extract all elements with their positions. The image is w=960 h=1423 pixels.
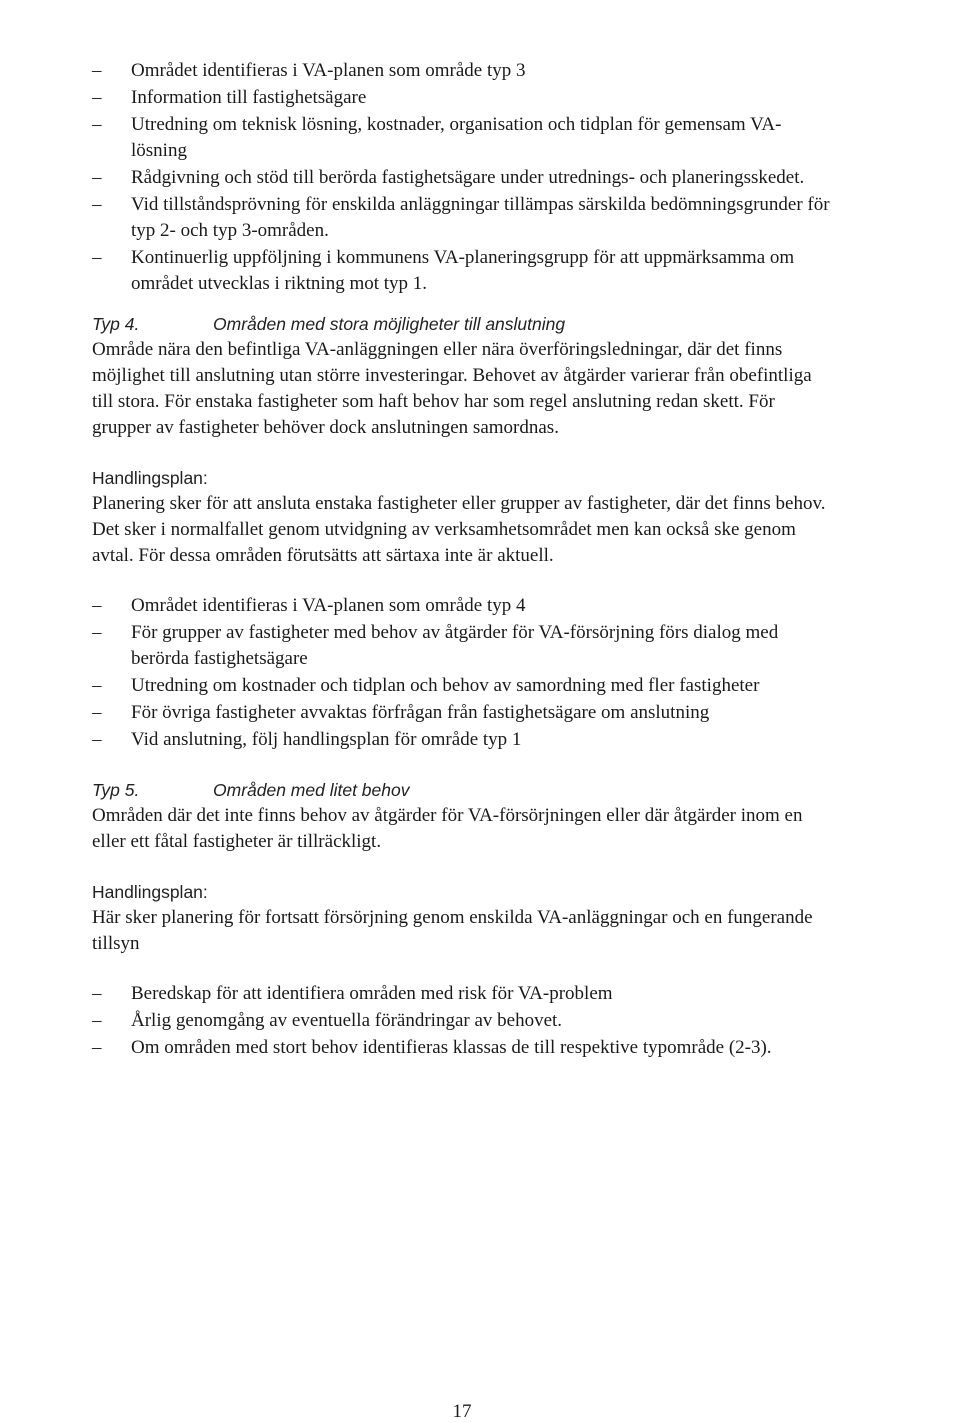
list-item-text: Vid tillståndsprövning för enskilda anläggningar tillämpas särskilda bedömningsgrunder för typ 2- och typ 3-områden. xyxy=(131,194,830,241)
dash-bullet: – xyxy=(92,247,102,268)
action-plan-body: Planering sker för att ansluta enstaka fastigheter eller grupper av fastigheter, där det finns behov. Det sker i normalfallet genom utvidgning av verksamhetsområdet men kan också ske genom avtal. För dessa områden förutsätts att särtaxa inte är aktuell. xyxy=(92,493,826,566)
dash-bullet: – xyxy=(92,60,102,81)
action-list-typ5 xyxy=(92,981,832,1061)
dash-bullet: – xyxy=(92,595,102,616)
page-number: 17 xyxy=(452,1401,472,1422)
section-type-label: Typ 5. xyxy=(92,780,140,800)
list-item-text: Information till fastighetsägare xyxy=(131,87,367,108)
list-item-text: Utredning om kostnader och tidplan och behov av samordning med fler fastigheter xyxy=(131,675,760,696)
list-item-text: Vid anslutning, följ handlingsplan för område typ 1 xyxy=(131,729,522,750)
list-item-text: Årlig genomgång av eventuella förändringar av behovet. xyxy=(131,1010,563,1031)
list-item xyxy=(92,727,832,753)
list-item xyxy=(92,593,832,619)
section-body: Områden där det inte finns behov av åtgärder för VA-försörjningen eller där åtgärder inom en eller ett fåtal fastigheter är tillräckligt. xyxy=(92,805,803,852)
list-item xyxy=(92,981,832,1007)
list-item xyxy=(92,58,832,84)
document-page xyxy=(92,58,832,1062)
section-heading-typ4 xyxy=(92,311,832,337)
dash-bullet: – xyxy=(92,675,102,696)
list-item-text: Området identifieras i VA-planen som område typ 3 xyxy=(131,60,526,81)
list-item xyxy=(92,620,832,672)
action-plan-body: Här sker planering för fortsatt försörjning genom enskilda VA-anläggningar och en fungerande tillsyn xyxy=(92,907,813,954)
dash-bullet: – xyxy=(92,622,102,643)
list-item xyxy=(92,245,832,297)
section-heading-typ5 xyxy=(92,777,832,803)
dash-bullet: – xyxy=(92,983,102,1004)
action-plan-label: Handlingsplan: xyxy=(92,468,208,488)
action-list-typ3 xyxy=(92,58,832,297)
list-item xyxy=(92,192,832,244)
action-plan-label: Handlingsplan: xyxy=(92,882,208,902)
section-type-label: Typ 4. xyxy=(92,314,140,334)
list-item xyxy=(92,112,832,164)
list-item-text: För grupper av fastigheter med behov av åtgärder för VA-försörjning förs dialog med berörda fastighetsägare xyxy=(131,622,779,669)
list-item xyxy=(92,85,832,111)
dash-bullet: – xyxy=(92,702,102,723)
list-item-text: Rådgivning och stöd till berörda fastighetsägare under utrednings- och planeringsskedet. xyxy=(131,167,805,188)
list-item xyxy=(92,1008,832,1034)
list-item-text: Kontinuerlig uppföljning i kommunens VA-planeringsgrupp för att uppmärksamma om området utvecklas i riktning mot typ 1. xyxy=(131,247,795,294)
section-title: Områden med litet behov xyxy=(213,780,410,800)
dash-bullet: – xyxy=(92,729,102,750)
dash-bullet: – xyxy=(92,194,102,215)
dash-bullet: – xyxy=(92,114,102,135)
list-item-text: För övriga fastigheter avvaktas förfrågan från fastighetsägare om anslutning xyxy=(131,702,710,723)
list-item xyxy=(92,165,832,191)
action-list-typ4 xyxy=(92,593,832,753)
list-item xyxy=(92,673,832,699)
list-item-text: Området identifieras i VA-planen som område typ 4 xyxy=(131,595,526,616)
list-item xyxy=(92,1035,832,1061)
list-item-text: Om områden med stort behov identifieras klassas de till respektive typområde (2-3). xyxy=(131,1037,772,1058)
section-title: Områden med stora möjligheter till anslutning xyxy=(213,314,566,334)
list-item-text: Utredning om teknisk lösning, kostnader, organisation och tidplan för gemensam VA-lösning xyxy=(131,114,782,161)
dash-bullet: – xyxy=(92,1010,102,1031)
dash-bullet: – xyxy=(92,167,102,188)
section-body: Område nära den befintliga VA-anläggningen eller nära överföringsledningar, där det finns möjlighet till anslutning utan större investeringar. Behovet av åtgärder varierar från obefintliga till stora. För enstaka fastigheter som haft behov har som regel anslutning redan skett. För grupper av fastigheter behöver dock anslutningen samordnas. xyxy=(92,339,812,438)
list-item xyxy=(92,700,832,726)
dash-bullet: – xyxy=(92,1037,102,1058)
dash-bullet: – xyxy=(92,87,102,108)
list-item-text: Beredskap för att identifiera områden med risk för VA-problem xyxy=(131,983,613,1004)
